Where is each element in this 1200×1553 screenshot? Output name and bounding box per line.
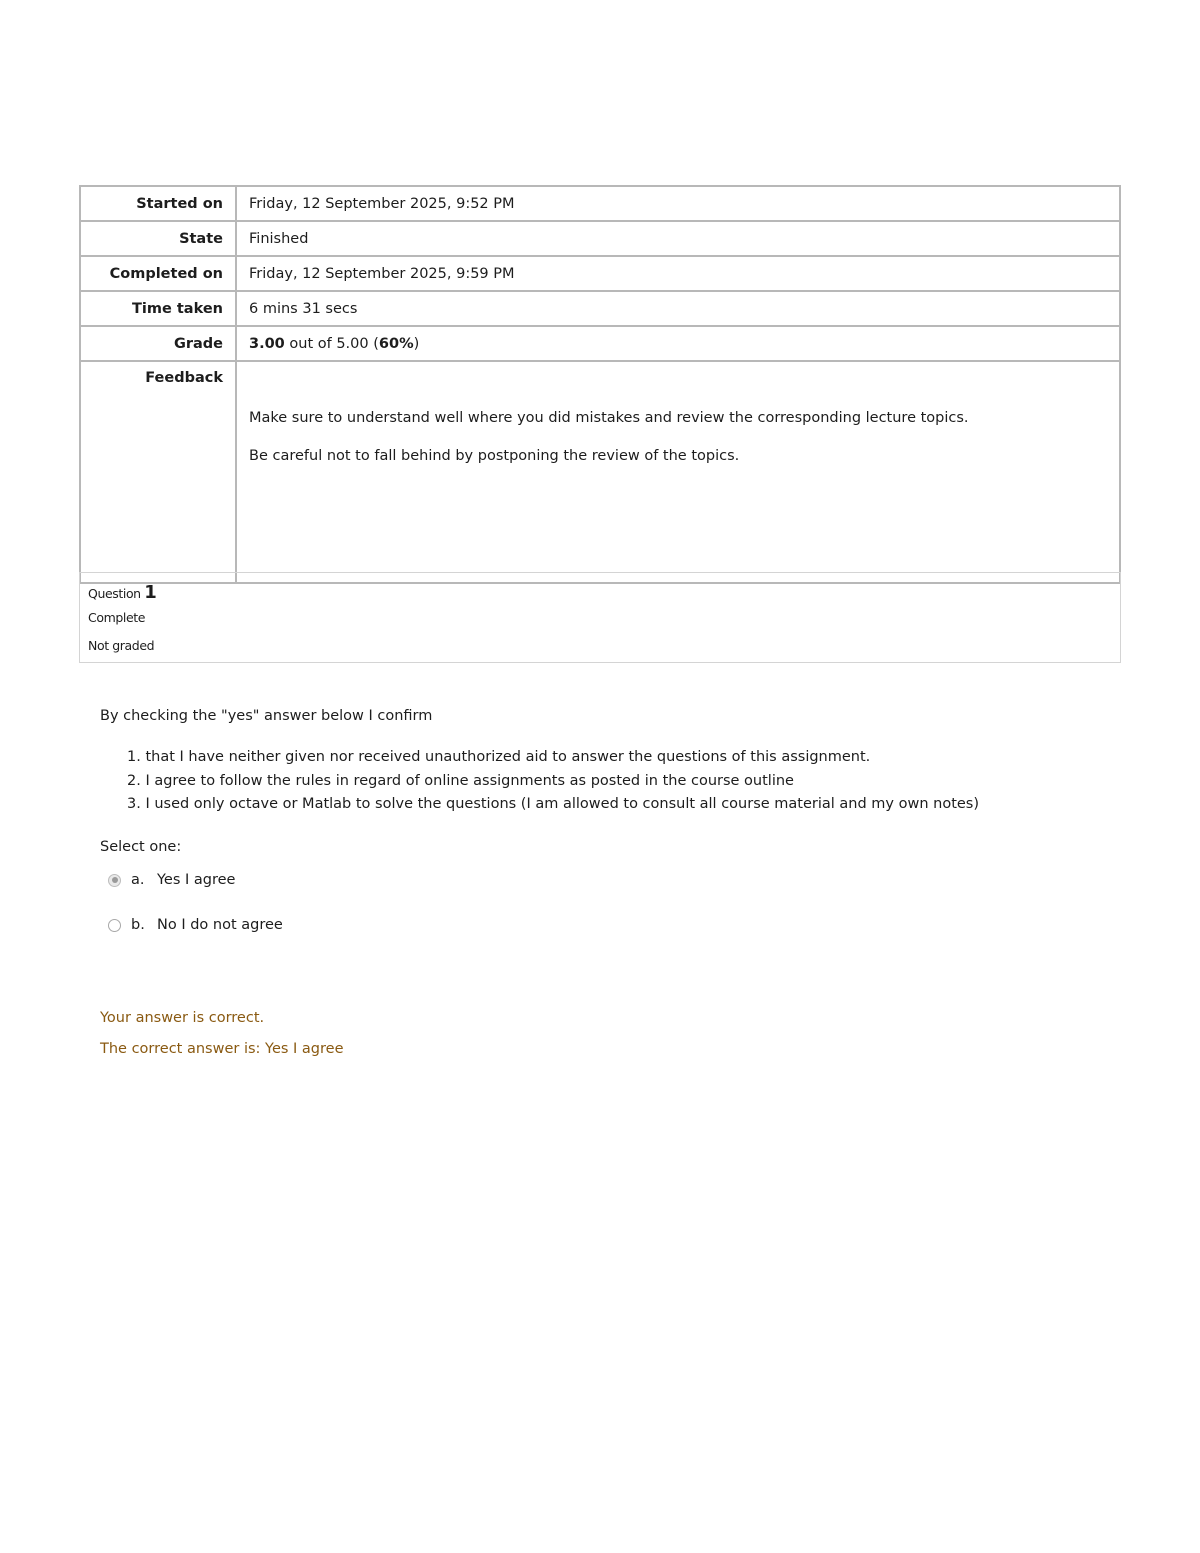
summary-value: 6 mins 31 secs [236, 291, 1120, 326]
grade-percent: 60% [378, 335, 414, 352]
option-label: Yes I agree [157, 872, 236, 888]
summary-value: Friday, 12 September 2025, 9:59 PM [236, 256, 1120, 291]
option-label: No I do not agree [157, 917, 283, 933]
grade-out-of: out of 5.00 [289, 335, 369, 352]
summary-label: Feedback [80, 361, 236, 583]
question-number [88, 582, 157, 603]
grade-score: 3.00 [249, 335, 285, 352]
question-state: Complete [88, 610, 146, 625]
question-number-value: 1 [144, 582, 157, 603]
radio-unselected-icon[interactable] [108, 919, 121, 932]
list-item: 3. I used only octave or Matlab to solve the questions (I am allowed to consult all course material and my own notes) [127, 796, 980, 812]
summary-row-state [80, 221, 1120, 256]
list-item: 2. I agree to follow the rules in regard of online assignments as posted in the course outline [127, 772, 794, 789]
option-letter: a. [131, 872, 145, 888]
question-info-box [79, 572, 1121, 663]
summary-label: Started on [80, 186, 236, 221]
summary-row-completed-on [80, 256, 1120, 291]
summary-row-feedback [80, 361, 1120, 583]
answer-feedback: Your answer is correct. [100, 1010, 265, 1026]
feedback-line: Be careful not to fall behind by postponing the review of the topics. [249, 448, 740, 464]
list-item: 1. that I have neither given nor received unauthorized aid to answer the questions of this assignment. [127, 749, 871, 765]
summary-label: State [80, 221, 236, 256]
quiz-summary-table [79, 185, 1121, 584]
summary-row-time-taken [80, 291, 1120, 326]
answer-option-a[interactable] [108, 872, 235, 888]
confirmation-list [127, 747, 979, 818]
option-letter: b. [131, 917, 145, 933]
correct-answer-text: The correct answer is: Yes I agree [100, 1041, 344, 1057]
summary-value: Friday, 12 September 2025, 9:52 PM [236, 186, 1120, 221]
radio-selected-icon[interactable] [108, 874, 121, 887]
summary-label: Completed on [80, 256, 236, 291]
feedback-line: Make sure to understand well where you did mistakes and review the corresponding lecture topics. [249, 410, 969, 426]
select-one-prompt: Select one: [100, 839, 182, 855]
question-intro: By checking the "yes" answer below I confirm [100, 708, 433, 724]
grade-value: 3.00 out of 5.00 (60%) [236, 326, 1120, 361]
feedback-value [236, 361, 1120, 583]
question-grade-status: Not graded [88, 638, 155, 653]
answer-option-b[interactable] [108, 917, 283, 933]
summary-label: Grade [80, 326, 236, 361]
summary-row-started-on [80, 186, 1120, 221]
question-label: Question [88, 586, 141, 601]
summary-row-grade [80, 326, 1120, 361]
summary-label: Time taken [80, 291, 236, 326]
summary-value: Finished [236, 221, 1120, 256]
